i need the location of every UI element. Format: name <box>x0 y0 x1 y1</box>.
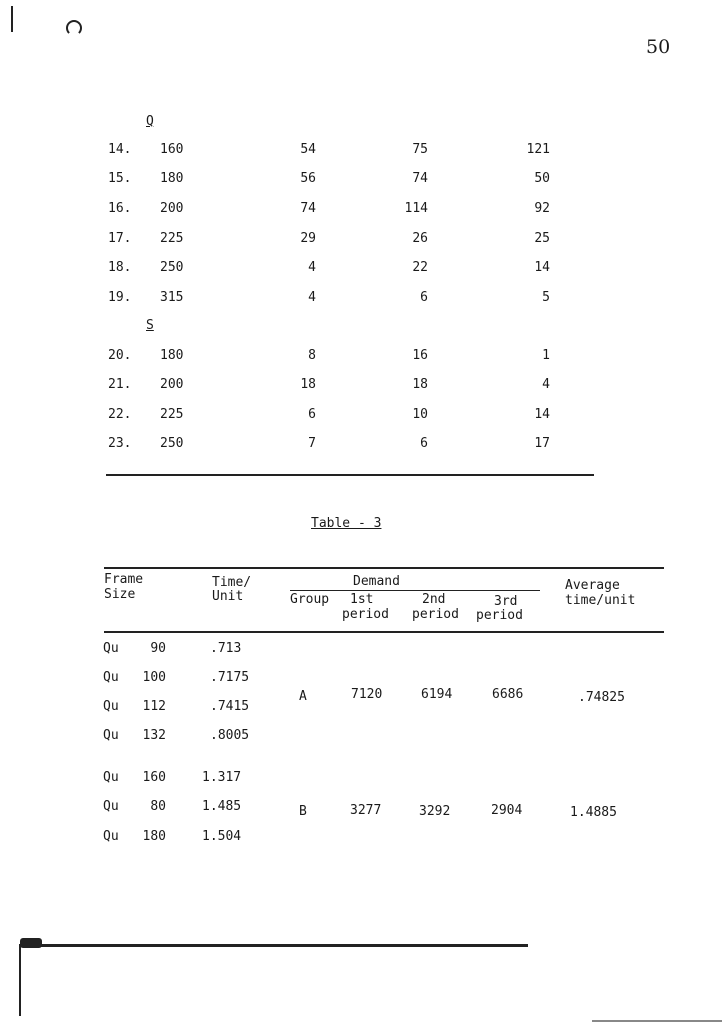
cell-no: 22. <box>108 407 132 422</box>
group-label-q: Q <box>146 114 154 129</box>
header-time-unit: time/unit <box>565 593 636 608</box>
cell-size: 180 <box>142 829 166 844</box>
cell-c1: 29 <box>300 231 316 246</box>
cell-time: 1.485 <box>202 799 242 814</box>
cell-size: 100 <box>142 670 166 685</box>
cell-c3: 17 <box>534 436 550 451</box>
cell-size: 180 <box>160 348 184 363</box>
cell-prefix: Qu <box>103 799 119 814</box>
cell-c1: 6 <box>308 407 316 422</box>
cell-size: 90 <box>150 641 166 656</box>
cell-no: 14. <box>108 142 132 157</box>
header-average: Average <box>565 578 620 593</box>
header-frame: Frame <box>104 572 144 587</box>
cell-c1: 18 <box>300 377 316 392</box>
cell-c3: 92 <box>534 201 550 216</box>
header-unit: Unit <box>212 589 244 604</box>
block-b-group: B <box>299 804 307 819</box>
cell-c1: 74 <box>300 201 316 216</box>
cell-size: 225 <box>160 407 184 422</box>
cell-c2: 10 <box>412 407 428 422</box>
block-a-p2: 6194 <box>421 687 453 702</box>
cell-c1: 7 <box>308 436 316 451</box>
cell-time: .713 <box>210 641 242 656</box>
header-p1-line1: 1st <box>350 592 374 607</box>
cell-c2: 6 <box>420 290 428 305</box>
cell-c3: 1 <box>542 348 550 363</box>
header-group: Group <box>290 592 330 607</box>
cell-size: 200 <box>160 201 184 216</box>
top-table-bottom-rule <box>106 474 594 476</box>
bottom-scan-line <box>24 944 528 947</box>
header-demand: Demand <box>353 574 400 589</box>
cell-time: .7175 <box>210 670 250 685</box>
cell-c3: 4 <box>542 377 550 392</box>
header-time: Time/ <box>212 575 252 590</box>
top-left-mark <box>11 6 13 32</box>
cell-size: 180 <box>160 171 184 186</box>
cell-prefix: Qu <box>103 699 119 714</box>
cell-no: 16. <box>108 201 132 216</box>
block-a-p1: 7120 <box>351 687 383 702</box>
header-p1-line2: period <box>342 607 389 622</box>
group-label-s: S <box>146 318 154 333</box>
block-b-p2: 3292 <box>419 804 451 819</box>
cell-size: 132 <box>142 728 166 743</box>
cell-no: 19. <box>108 290 132 305</box>
block-a-p3: 6686 <box>492 687 524 702</box>
header-bottom-rule <box>104 631 664 633</box>
cell-size: 225 <box>160 231 184 246</box>
cell-c2: 114 <box>404 201 428 216</box>
cell-no: 21. <box>108 377 132 392</box>
block-b-p3: 2904 <box>491 803 523 818</box>
cell-size: 250 <box>160 436 184 451</box>
cell-prefix: Qu <box>103 641 119 656</box>
cell-c3: 14 <box>534 260 550 275</box>
cell-no: 17. <box>108 231 132 246</box>
cell-c3: 25 <box>534 231 550 246</box>
header-top-rule <box>104 567 664 569</box>
cell-c2: 22 <box>412 260 428 275</box>
cell-c2: 18 <box>412 377 428 392</box>
cell-prefix: Qu <box>103 670 119 685</box>
cell-size: 112 <box>142 699 166 714</box>
cell-size: 80 <box>150 799 166 814</box>
cell-c2: 16 <box>412 348 428 363</box>
cell-size: 160 <box>160 142 184 157</box>
cell-no: 23. <box>108 436 132 451</box>
block-b-p1: 3277 <box>350 803 382 818</box>
cell-c1: 8 <box>308 348 316 363</box>
cell-c3: 14 <box>534 407 550 422</box>
header-size: Size <box>104 587 136 602</box>
cell-c3: 50 <box>534 171 550 186</box>
left-edge-mark <box>19 944 21 1016</box>
header-p3-line2: period <box>476 608 523 623</box>
cell-c1: 4 <box>308 260 316 275</box>
scan-blot <box>20 938 42 948</box>
cell-c3: 121 <box>526 142 550 157</box>
cell-c2: 74 <box>412 171 428 186</box>
cell-c2: 26 <box>412 231 428 246</box>
cell-c1: 56 <box>300 171 316 186</box>
cell-c1: 54 <box>300 142 316 157</box>
cell-c1: 4 <box>308 290 316 305</box>
table-caption: Table - 3 <box>311 516 382 531</box>
cell-no: 18. <box>108 260 132 275</box>
header-p3-line1: 3rd <box>494 594 518 609</box>
header-p2-line2: period <box>412 607 459 622</box>
block-b-average: 1.4885 <box>570 805 617 820</box>
cell-time: .7415 <box>210 699 250 714</box>
header-p2-line1: 2nd <box>422 592 446 607</box>
block-a-average: .74825 <box>578 690 625 705</box>
page-number: 50 <box>646 36 671 58</box>
cell-size: 200 <box>160 377 184 392</box>
cell-c2: 6 <box>420 436 428 451</box>
cell-time: 1.317 <box>202 770 242 785</box>
cell-time: 1.504 <box>202 829 242 844</box>
cell-size: 250 <box>160 260 184 275</box>
cell-time: .8005 <box>210 728 250 743</box>
cell-no: 15. <box>108 171 132 186</box>
block-a-group: A <box>299 689 307 704</box>
demand-rule <box>290 590 540 591</box>
cell-prefix: Qu <box>103 770 119 785</box>
cell-prefix: Qu <box>103 728 119 743</box>
punch-hole-mark <box>66 20 82 36</box>
cell-no: 20. <box>108 348 132 363</box>
bottom-right-scan-line <box>592 1020 722 1022</box>
cell-c3: 5 <box>542 290 550 305</box>
cell-size: 160 <box>142 770 166 785</box>
cell-c2: 75 <box>412 142 428 157</box>
cell-prefix: Qu <box>103 829 119 844</box>
cell-size: 315 <box>160 290 184 305</box>
